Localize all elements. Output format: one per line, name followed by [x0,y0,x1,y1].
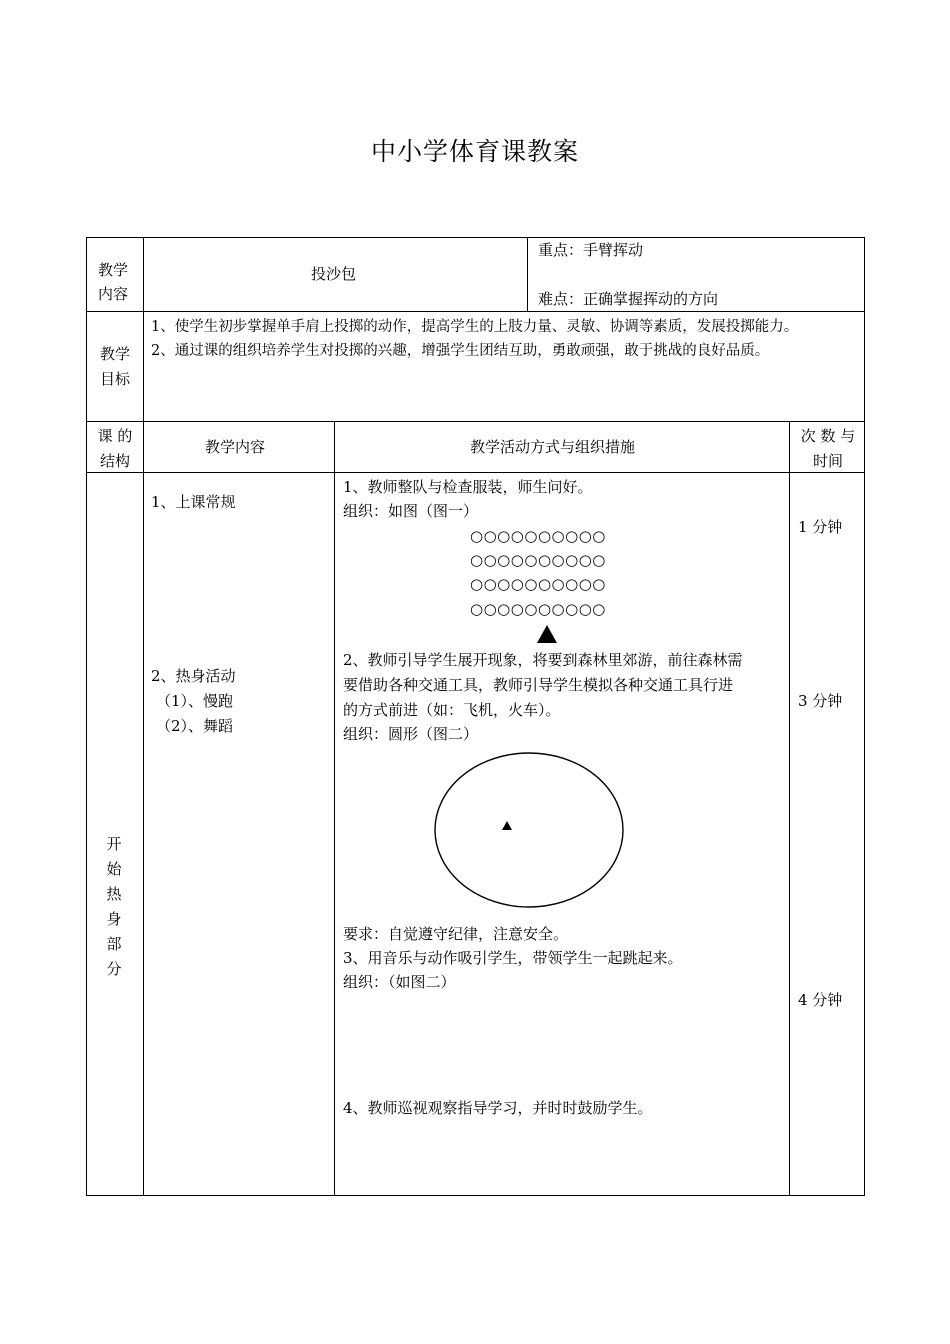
formation-row: ○○○○○○○○○○ [470,551,606,569]
content-item-2b: （2）、舞蹈 [156,717,234,735]
section-label: 开始热身部分 [106,835,122,978]
col-header-activity: 教学活动方式与组织措施 [470,438,636,456]
col-divider [143,237,144,1196]
content-value: 投沙包 [311,265,357,283]
teacher-marker-icon [502,821,512,830]
content-label: 教学内容 [97,261,128,303]
difficulty: 难点：正确掌握挥动的方向 [538,290,719,308]
time-1: 1 分钟 [798,518,843,536]
col-divider [334,421,335,1196]
time-3: 4 分钟 [798,991,843,1009]
time-2: 3 分钟 [798,692,843,710]
activity-1: 1、教师整队与检查服装，师生问好。 [343,478,593,496]
row-divider [86,311,865,312]
row-divider [86,472,865,473]
key-point: 重点：手臂挥动 [538,241,644,259]
col-header-time: 次 数 与时间 [800,427,856,470]
col-header-content: 教学内容 [205,438,266,456]
content-item-2a: （1）、慢跑 [156,692,234,710]
activity-2-line-1: 2、教师引导学生展开现象，将要到森林里郊游，前往森林需 [343,651,743,669]
activity-3-org: 组织：（如图二） [343,973,456,991]
formation-row: ○○○○○○○○○○ [470,575,606,593]
activity-2-line-2: 要借助各种交通工具，教师引导学生模拟各种交通工具行进 [343,676,734,694]
content-item-1: 1、上课常规 [151,493,236,511]
objective-line-2: 2、通过课的组织培养学生对投掷的兴趣，增强学生团结互助，勇敢顽强，敢于挑战的良好品质。 [151,343,770,359]
content-item-2: 2、热身活动 [151,667,236,685]
activity-1-org: 组织：如图（图一） [343,502,479,520]
activity-2-line-3: 的方式前进（如：飞机，火车）。 [343,701,561,719]
row-divider [86,421,865,422]
objective-line-1: 1、使学生初步掌握单手肩上投掷的动作，提高学生的上肢力量、灵敏、协调等素质，发展投掷能力。 [151,319,799,335]
formation-row: ○○○○○○○○○○ [470,527,606,545]
objectives-label: 教学目标 [99,345,130,388]
page-title: 中小学体育课教案 [370,137,579,166]
col-divider [527,237,528,311]
col-divider [789,421,790,1196]
teacher-triangle-icon [536,624,558,644]
circle-formation-diagram [432,750,626,912]
requirement: 要求：自觉遵守纪律，注意安全。 [343,925,569,943]
formation-row: ○○○○○○○○○○ [470,600,606,618]
activity-3: 3、用音乐与动作吸引学生，带领学生一起跳起来。 [343,949,683,967]
activity-2-org: 组织：圆形（图二） [343,725,479,743]
col-header-structure: 课 的结构 [97,427,133,470]
activity-4: 4、教师巡视观察指导学习，并时时鼓励学生。 [343,1099,653,1117]
